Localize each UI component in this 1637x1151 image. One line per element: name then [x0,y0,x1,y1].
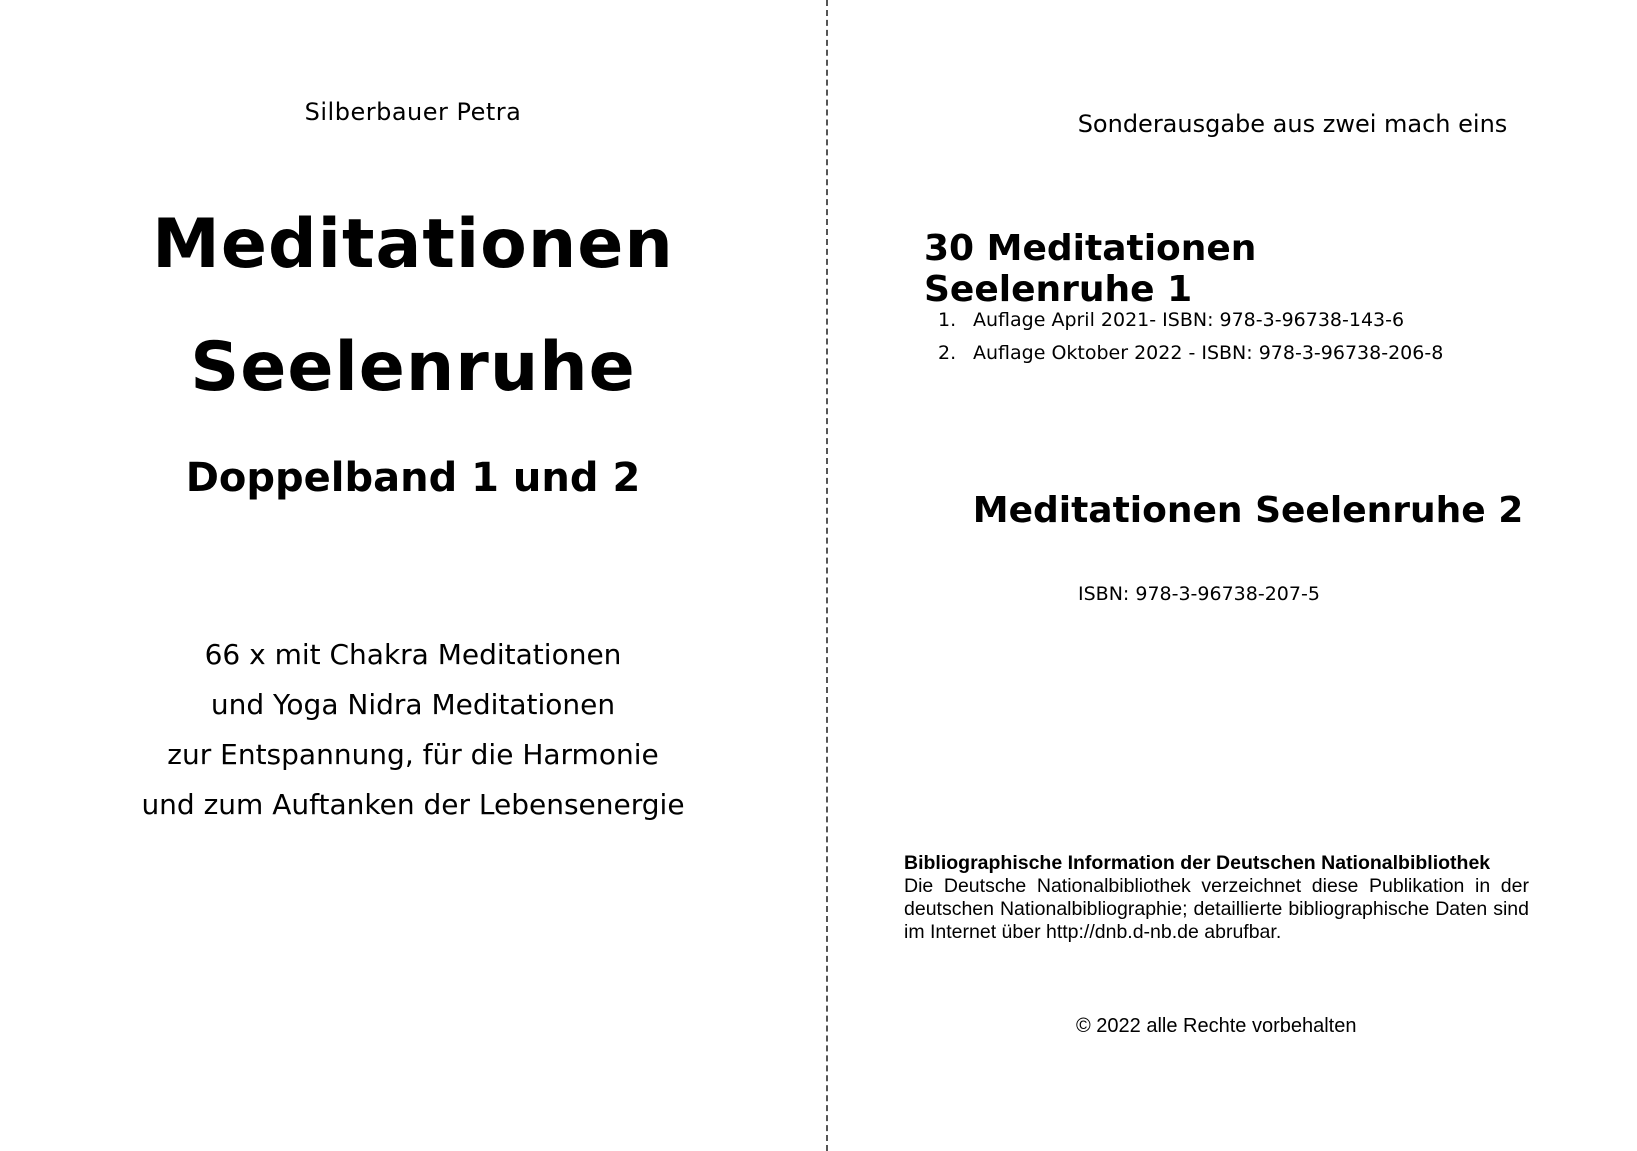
book-description [0,630,826,830]
copyright-notice: © 2022 alle Rechte vorbehalten [1076,1015,1357,1037]
description-line: und Yoga Nidra Meditationen [210,688,616,721]
bibliographic-info [904,852,1529,944]
special-edition-note: Sonderausgabe aus zwei mach eins [1077,110,1508,138]
book-subtitle: Doppelband 1 und 2 [185,455,641,501]
edition-item [938,337,1443,370]
book-title-line-2: Seelenruhe [190,328,636,407]
book1-editions-list [938,304,1443,370]
edition-number: 1. [938,309,957,331]
edition-text: Auflage Oktober 2022 - ISBN: 978-3-96738-206-8 [973,342,1444,364]
description-line: zur Entspannung, für die Harmonie [167,738,659,771]
edition-item [938,304,1443,337]
book-title-line-1: Meditationen [152,205,674,284]
book2-title: Meditationen Seelenruhe 2 [972,490,1524,531]
biblio-text: Die Deutsche Nationalbibliothek verzeichnet diese Publikation in der deutschen Nationalbibliographie; detaillierte bibliographische Daten sind im Internet über http://dnb.d-nb.de abrufbar. [904,875,1529,943]
author-name: Silberbauer Petra [304,98,522,126]
edition-number: 2. [938,342,957,364]
description-line: 66 x mit Chakra Meditationen [204,638,622,671]
edition-text: Auflage April 2021- ISBN: 978-3-96738-143-6 [973,309,1405,331]
description-line: und zum Auftanken der Lebensenergie [141,788,685,821]
biblio-heading: Bibliographische Information der Deutschen Nationalbibliothek [904,852,1491,874]
right-page [828,0,1637,1151]
book1-title: 30 Meditationen Seelenruhe 1 [924,228,1257,310]
book2-isbn: ISBN: 978-3-96738-207-5 [1078,583,1320,605]
